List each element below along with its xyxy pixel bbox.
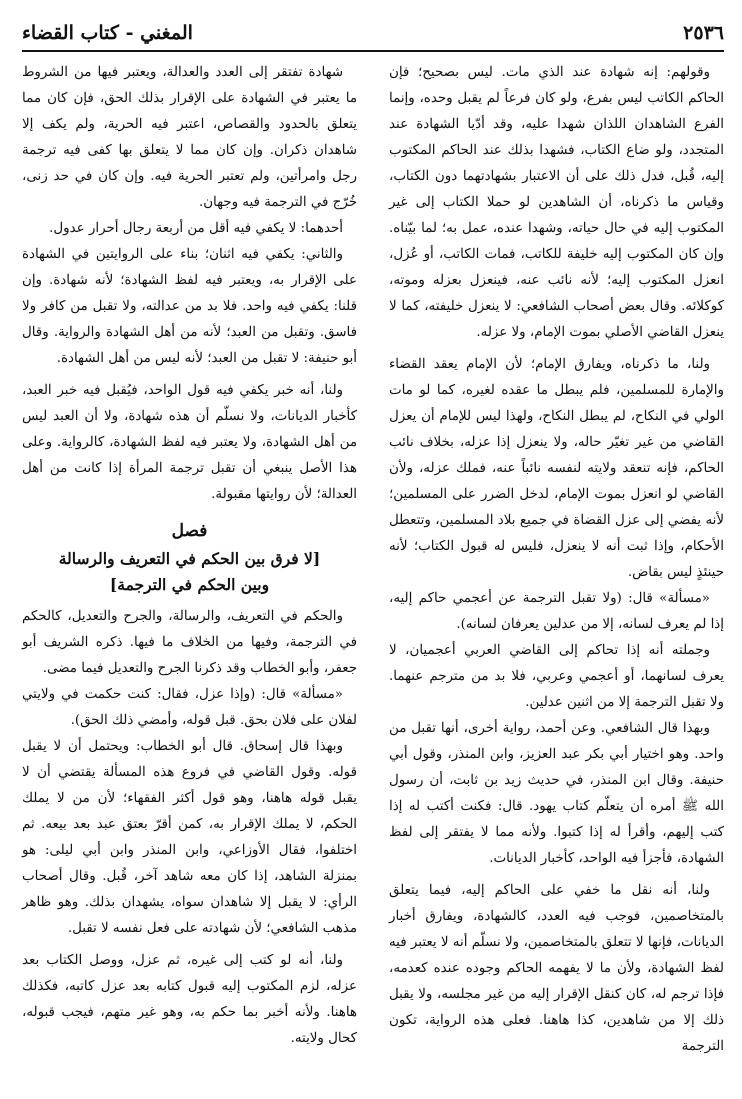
title-separator: - (125, 22, 134, 44)
page-number: ٢٥٣٦ (683, 22, 724, 44)
paragraph: وبهذا قال إسحاق. قال أبو الخطاب: ويحتمل أن لا يقبل قوله. وقول القاضي في فروع هذه المسألة يقتضي أن لا يقبل قوله هاهنا، وهو قول أكثر الفقهاء؛ لأن من لا يملك الحكم، لا يملك الإقرار به، كمن أقرّ بعتق عبد بعد بيعه. ثم اختلفوا، فقال الأوزاعي، وابن المنذر وابن أبي ليلى: هو بمنزلة الشاهد، إذا كان معه شاهد آخر، قُبل. وقال أصحاب الرأي: لا يقبل إلا شاهدان سواه، يشهدان بذلك. وهو ظاهر مذهب الشافعي؛ لأن شهادته على فعل نفسه لا تقبل. (22, 739, 357, 936)
paragraph: ولنا، أنه نقل ما خفي على الحاكم إليه، فيما يتعلق بالمتخاصمين، فوجب فيه العدد، كالشهادة، ويفارق أخبار الديانات، فإنها لا تتعلق بالمتخاصمين، ولا نسلّم أنه لا يعتبر فيه لفظ الشهادة، ولأن ما لا يفهمه الحاكم وجوده عنده كعدمه، فإذا ترجم له، كان كنقل الإقرار إليه من غير مجلسه، ولا يقبل ذلك إلا من شاهدين، كذا هاهنا. فعلى هذه الرواية، تكون الترجمة (389, 883, 724, 1054)
paragraph: والثاني: يكفي فيه اثنان؛ بناء على الروايتين في الشهادة على الإقرار به، ويعتبر فيه لفظ الشهادة؛ لأنه شهادة. وإن قلنا: يكفي فيه واحد. فلا بد من عدالته، ولا تقبل من كافر ولا فاسق. وتقبل من العبد؛ لأنه من أهل الشهادة والرواية. وقال أبو حنيفة: لا تقبل من العبد؛ لأنه ليس من أهل الشهادة. (22, 247, 357, 366)
paragraph: وبهذا قال الشافعي. وعن أحمد، رواية أخرى، أنها تقبل من واحد. وهو اختيار أبي بكر عبد العزيز، وابن المنذر، وقول أبي حنيفة. وقال ابن المنذر، في حديث زيد بن ثابت، أن رسول الله ﷺ أمره أن يتعلّم كتاب يهود. قال: فكنت أكتب له إذا كتب إليهم، وأقرأ له إذا كتبوا. ولأنه مما لا يفتقر إلى لفظ الشهادة، فأجزأ فيه الواحد، كأخبار الديانات. (389, 721, 724, 866)
section-heading: فصل (171, 521, 208, 541)
paragraph: والحكم في التعريف، والرسالة، والجرح والتعديل، كالحكم في الترجمة، وفيها من الخلاف ما فيها. ذكره الشريف أبو جعفر، وأبو الخطاب وقد ذكرنا الجرح والتعديل فيما مضى. (22, 609, 357, 676)
running-title (22, 22, 193, 44)
chapter-title: كتاب القضاء (22, 22, 119, 44)
book-title: المغني (140, 22, 193, 44)
paragraph: أحدهما: لا يكفي فيه أقل من أربعة رجال أحرار عدول. (49, 221, 343, 236)
section-title-line: وبين الحكم في الترجمة] (109, 575, 270, 594)
paragraph: ولنا، أنه خبر يكفي فيه قول الواحد، فيُقبل فيه خبر العبد، كأخبار الديانات، ولا نسلّم أن هذه شهادة، ولا أن العبد ليس من أهل الشهادة، ولا يعتبر فيه لفظ الشهادة، كالرواية. وعلى هذا الأصل ينبغي أن تقبل ترجمة المرأة إذا كانت من أهل العدالة؛ لأن روايتها مقبولة. (22, 383, 357, 502)
paragraph: ولنا، أنه لو كتب إلى غيره، ثم عزل، ووصل الكتاب بعد عزله، لزم المكتوب إليه قبول كتابه بعد عزل كاتبه، فكذلك هاهنا. ولأنه أخبر بما حكم به، وهو غير متهم، فيجب قبوله، كحال ولايته. (22, 953, 357, 1046)
paragraph: ولنا، ما ذكرناه، ويفارق الإمام؛ لأن الإمام يعقد القضاء والإمارة للمسلمين، فلم يبطل ما عقده لغيره، كما لو مات الولي في النكاح، لم يبطل النكاح، ولهذا ليس للإمام أن يعزل القاضي من غير تغيّر حاله، ولا ينعزل إذا عزله، بخلاف نائب الحاكم، فإنه تنعقد ولايته لنفسه نائباً عنه، فملك عزله، ولأن القاضي لو انعزل بموت الإمام، لدخل الضرر على المسلمين؛ لأنه يفضي إلى عزل القضاة في جميع بلاد المسلمين، وتتعطل الأحكام، وإذا ثبت أنه لا ينعزل، فليس له قبول الكتاب؛ لأنه حينئذٍ ليس بقاض. (389, 357, 724, 580)
masala-paragraph: «مسألة» قال: (ولا تقبل الترجمة عن أعجمي حاكم إليه، إذا لم يعرف لسانه، إلا من عدلين يعرفان لسانه). (389, 591, 724, 632)
paragraph: شهادة تفتقر إلى العدد والعدالة، ويعتبر فيها من الشروط ما يعتبر في الشهادة على الإقرار بذلك الحق، فإن كان مما يتعلق بالحدود والقصاص، اعتبر فيه الحرية، ولم يكف إلا شاهدان ذكران. وإن كان مما لا يتعلق بها كفى فيه ترجمة رجل وامرأتين، ولم تعتبر الحرية فيه. وإن كان في حد زنى، خُرّج في الترجمة فيه وجهان. (22, 65, 357, 210)
right-column (389, 60, 724, 1060)
two-column-text (22, 60, 724, 1060)
masala-paragraph: «مسألة» قال: (وإذا عزل، فقال: كنت حكمت في ولايتي لفلان على فلان بحق. قبل قوله، وأمضي ذلك الحق). (22, 687, 357, 728)
paragraph: وجملته أنه إذا تحاكم إلى القاضي العربي أعجميان، لا يعرف لسانهما، أو أعجمي وعربي، فلا بد من مترجم عنهما. ولا تقبل الترجمة إلا من اثنين عدلين. (389, 643, 724, 710)
header-rule (22, 50, 724, 52)
paragraph: وقولهم: إنه شهادة عند الذي مات. ليس بصحيح؛ فإن الحاكم الكاتب ليس بفرع، ولو كان فرعاً لم يقبل وحده، وإنما الفرع الشاهدان اللذان شهدا عليه، وقد أدّيا الشهادة عند المتجدد، ولو ضاع الكتاب، فشهدا بذلك عند الحاكم المكتوب إليه، قُبل، فدل ذلك على أن الاعتبار بشهادتهما دون الكتاب، وقياس ما ذكرناه، أن الشاهدين لو حملا الكتاب إلى غير المكتوب إليه في حال حياته، وشهدا عنده، عمل به؛ لما بيّناه. وإن كان المكتوب إليه خليفة للكاتب، فمات الكاتب، أو عُزل، انعزل المكتوب إليه؛ لأنه نائب عنه، فينعزل بعزله وموته، كوكلائه. وقال بعض أصحاب الشافعي: لا ينعزل خليفته، كما لا ينعزل القاضي الأصلي بموت الإمام، ولا عزله. (389, 65, 724, 340)
book-page (22, 18, 724, 1086)
section-title (22, 546, 357, 598)
section-title-line: [لا فرق بين الحكم في التعريف والرسالة (58, 549, 321, 568)
page-header (22, 18, 724, 48)
left-column (22, 60, 357, 1060)
